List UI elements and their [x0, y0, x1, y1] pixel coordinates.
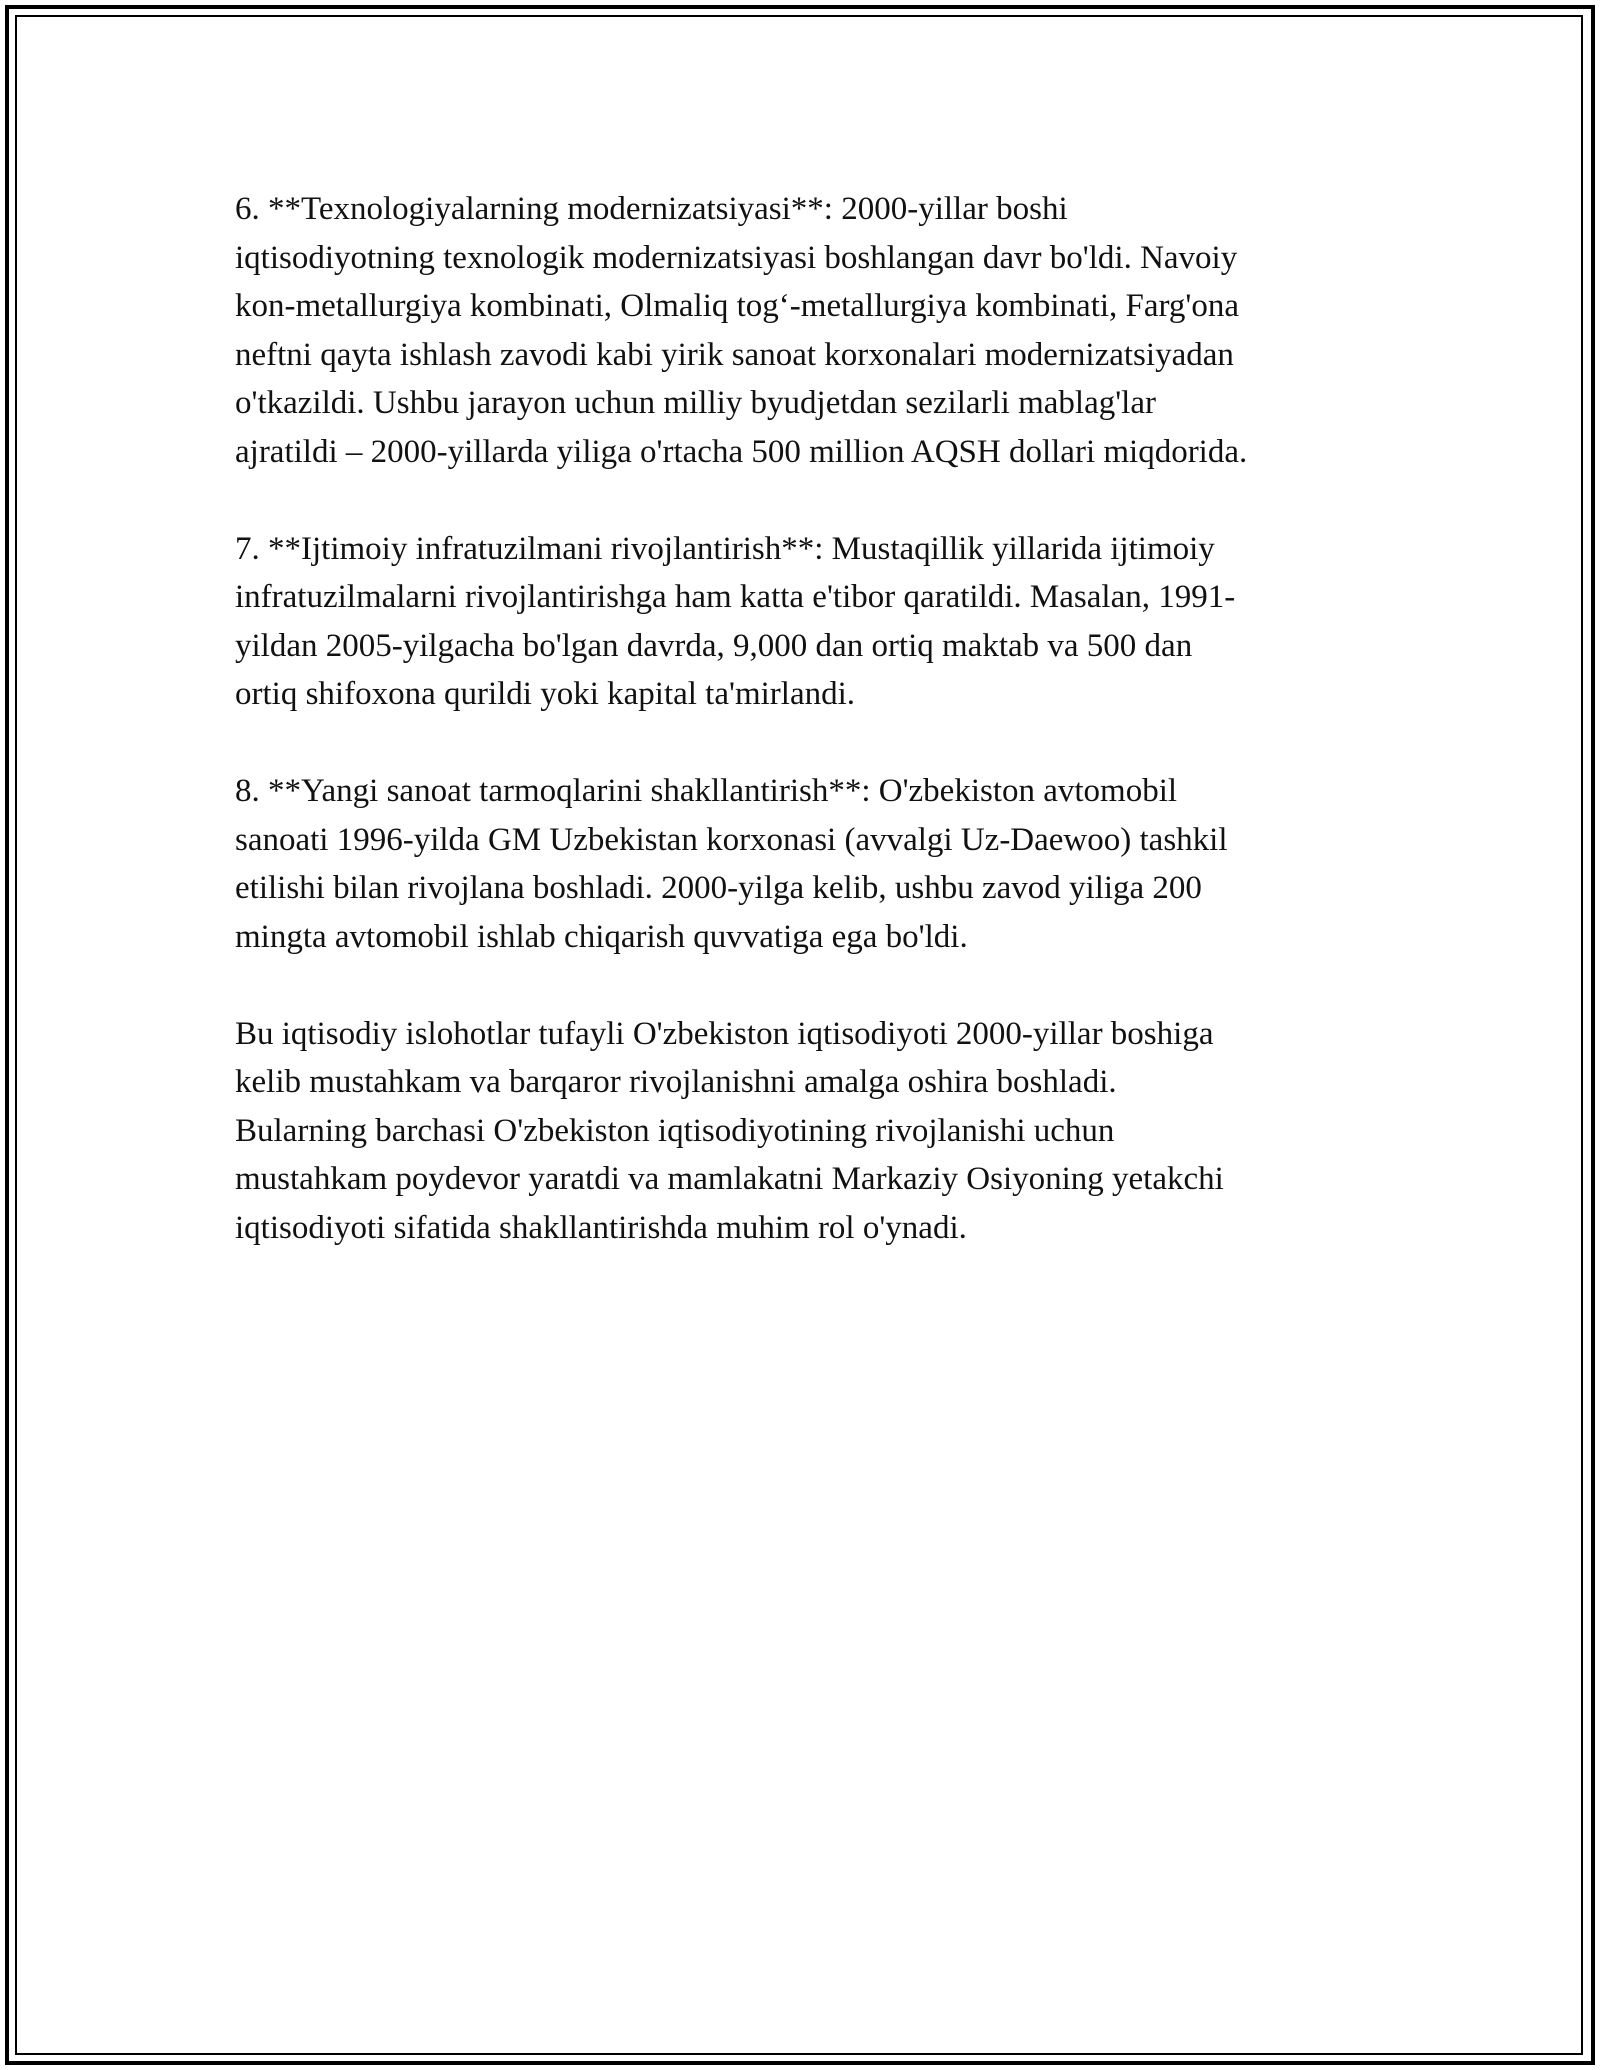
paragraph-social-infrastructure: 7. **Ijtimoiy infratuzilmani rivojlantirish**: Mustaqillik yillarida ijtimoiy infratuzilmalarni rivojlantirishga ham katta e'tibor qaratildi. Masalan, 1991- yildan 2005-yilgacha bo'lgan davrda, 9,000 dan ortiq maktab va 500 dan ortiq shifoxona qurildi yoki kapital ta'mirlandi.: [235, 530, 1236, 712]
document-body: [235, 185, 1395, 1301]
paragraph-conclusion: Bu iqtisodiy islohotlar tufayli O'zbekiston iqtisodiyoti 2000-yillar boshiga kelib mustahkam va barqaror rivojlanishni amalga oshira boshladi. Bularning barchasi O'zbekiston iqtisodiyotining rivojlanishi uchun mustahkam poydevor yaratdi va mamlakatni Markaziy Osiyoning yetakchi iqtisodiyoti sifatida shakllantirishda muhim rol o'ynadi.: [235, 1015, 1224, 1246]
paragraph-new-industries: 8. **Yangi sanoat tarmoqlarini shakllantirish**: O'zbekiston avtomobil sanoati 1996-yilda GM Uzbekistan korxonasi (avvalgi Uz-Daewoo) tashkil etilishi bilan rivojlana boshladi. 2000-yilga kelib, ushbu zavod yiliga 200 mingta avtomobil ishlab chiqarish quvvatiga ega bo'ldi.: [235, 773, 1228, 955]
paragraph-technology-modernization: 6. **Texnologiyalarning modernizatsiyasi**: 2000-yillar boshi iqtisodiyotning texnologik modernizatsiyasi boshlangan davr bo'ldi. Navoiy kon-metallurgiya kombinati, Olmaliq tog‘-metallurgiya kombinati, Farg'ona neftni qayta ishlash zavodi kabi yirik sanoat korxonalari modernizatsiyadan o'tkazildi. Ushbu jarayon uchun milliy byudjetdan sezilarli mablag'lar ajratildi – 2000-yillarda yiliga o'rtacha 500 million AQSH dollari miqdorida.: [235, 191, 1248, 470]
